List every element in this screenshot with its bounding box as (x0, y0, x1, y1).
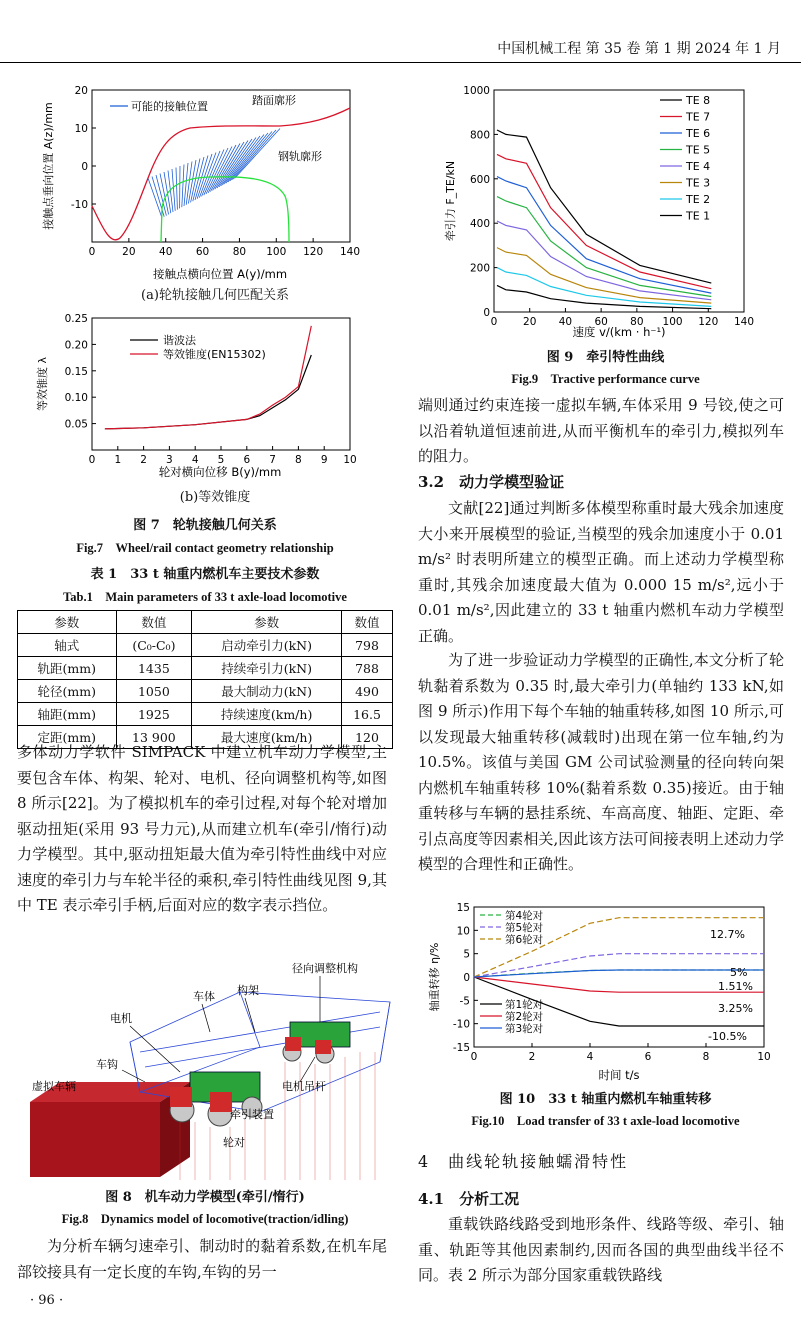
fig7a-xtick-label: 80 (232, 246, 247, 258)
fig7a-xtick-label: 60 (195, 246, 210, 258)
fig8-label-coupler: 车钩 (96, 1058, 118, 1071)
wheelset-cluster-rear (283, 1022, 350, 1063)
fig8-dynamics-model (30, 952, 400, 1180)
fig7b-series-en15302 (105, 326, 311, 429)
fig10-ytick-label: 10 (456, 925, 470, 938)
contact-line (176, 168, 177, 210)
fig8-label-radial-mechanism: 径向调整机构 (292, 962, 358, 975)
fig7b-equivalent-conicity (30, 308, 400, 484)
table-cell: 788 (341, 657, 392, 680)
fig9-legend-label: TE 8 (686, 94, 711, 107)
fig7b-xtick-label: 2 (140, 454, 147, 466)
fig7b-xtick-label: 1 (114, 454, 122, 466)
fig8-label-traction-device: 牵引装置 (230, 1108, 274, 1121)
fig7a-xtick-label: 40 (159, 246, 173, 258)
contact-line (184, 163, 188, 206)
fig10-caption-en: Fig.10 Load transfer of 33 t axle-load locomotive (471, 1114, 740, 1128)
fig7a-ylabel: 接触点垂向位置 A(z)/mm (42, 102, 55, 230)
fig9-legend-label: TE 6 (686, 127, 711, 140)
fig8-caption-en: Fig.8 Dynamics model of locomotive(traction/idling) (61, 1212, 349, 1226)
table1-header: 参数 (192, 611, 342, 634)
fig9-ytick-label: 400 (469, 218, 490, 231)
fig7a-label-rail: 钢轨廓形 (278, 150, 322, 163)
fig10-xtick-label: 0 (470, 1051, 478, 1063)
right-body-text-2 (418, 496, 784, 649)
page-number: · 96 · (30, 1293, 64, 1308)
table-cell: 13 900 (116, 726, 192, 749)
fig7a-xtick-label: 120 (303, 246, 324, 258)
fig10-legend-label: 第6轮对 (505, 934, 544, 946)
fig10-annotation: 1.51% (718, 980, 753, 993)
fig10-xtick-label: 2 (528, 1051, 536, 1063)
fig10-xtick-label: 4 (586, 1051, 594, 1063)
table-cell: 轮径(mm) (18, 680, 117, 703)
running-head-text: 中国机械工程 第 35 卷 第 1 期 2024 年 1 月 (497, 41, 781, 57)
fig7a-xtick-label: 100 (266, 246, 287, 258)
fig9-caption-cn: 图 9 牵引特性曲线 (546, 350, 665, 365)
fig7-caption-cn: 图 7 轮轨接触几何关系 (133, 518, 277, 533)
fig7b-ytick-label: 0.20 (64, 339, 88, 352)
fig7b-ytick-label: 0.15 (64, 365, 88, 378)
right-body-text-1 (418, 393, 784, 470)
fig7b-xtick-label: 3 (166, 454, 173, 466)
fig10-ylabel: 轴重转移 η/% (428, 942, 441, 1012)
fig8-label-car-body: 车体 (193, 990, 215, 1003)
fig10-legend-label: 第1轮对 (505, 999, 544, 1011)
table-cell: 轨距(mm) (18, 657, 117, 680)
fig10-series-line (474, 970, 764, 977)
table-cell: 持续牵引力(kN) (192, 657, 342, 680)
right-paragraph-4: 重载铁路线路受到地形条件、线路等级、牵引、轴重、轨距等其他因素制约,因而各国的典型曲线半径不同。表 2 所示为部分国家重载铁路线 (418, 1215, 784, 1284)
fig10-xtick-label: 6 (644, 1051, 652, 1063)
fig8-label-motor: 电机 (110, 1012, 132, 1025)
fig7a-label-tread: 踏面廓形 (252, 94, 296, 107)
fig7-caption-en: Fig.7 Wheel/rail contact geometry relationship (76, 541, 334, 555)
fig9-tractive-curve (432, 78, 772, 340)
fig8-label-frame: 构架 (237, 984, 259, 997)
fig10-annotation: 3.25% (718, 1002, 753, 1015)
fig7a-ytick-label: 20 (74, 85, 88, 97)
fig10-ytick-label: -15 (452, 1042, 470, 1054)
right-paragraph-3: 为了进一步验证动力学模型的正确性,本文分析了轮轨黏着系数为 0.35 时,最大牵引力(单轴约 133 kN,如图 9 所示)作用下每个车轴的轴重转移,如图 10 所示,可以发现最大轴重转移(减载时)出现在第一位车轴,约为 10.5%。该值与美国 GM 公司试验测量的径向转向架内燃机车轴重转移 10%(黏着系数 0.35)接近。由于轴重转移与车辆的悬挂系统、车高高度、轴距、定距、牵引点高度等因素相关,因此该方法可间接表明上述动力学模型的合理性和正确性。 (418, 651, 784, 873)
table-cell: 最大速度(km/h) (192, 726, 342, 749)
fig9-xtick-label: 40 (558, 316, 573, 328)
table-row (18, 634, 393, 657)
fig7b-ytick-label: 0.05 (64, 418, 88, 431)
fig10-ytick-label: 5 (463, 948, 470, 961)
table-cell: 轴距(mm) (18, 703, 117, 726)
fig10-caption-cn: 图 10 33 t 轴重内燃机车轴重转移 (499, 1092, 712, 1107)
contact-line (230, 132, 272, 181)
table-cell: 16.5 (341, 703, 392, 726)
section-4-1-heading: 4.1 分析工况 (418, 1190, 520, 1208)
fig7b-xtick-label: 9 (320, 454, 328, 466)
section-4-heading: 4 曲线轮轨接触蠕滑特性 (418, 1152, 629, 1171)
fig7b-xlabel: 轮对横向位移 B(y)/mm (158, 465, 282, 479)
running-header (0, 0, 801, 62)
section-3-2-heading: 3.2 动力学模型验证 (418, 473, 565, 491)
table-cell: 1435 (116, 657, 192, 680)
fig10-ytick-label: -10 (452, 1018, 470, 1031)
table-cell: (C₀-C₀) (116, 634, 192, 657)
table1-header: 参数 (18, 611, 117, 634)
fig9-ytick-label: 600 (469, 173, 490, 186)
table-row (18, 703, 393, 726)
contact-line (148, 178, 162, 218)
fig7a-xtick-label: 0 (88, 246, 96, 258)
fig10-annotation: 12.7% (710, 928, 745, 941)
table-cell: 120 (341, 726, 392, 749)
fig7a-contact-geometry (30, 78, 400, 284)
fig9-series-line (497, 154, 711, 288)
table1-header: 数值 (116, 611, 192, 634)
fig7b-xtick-label: 4 (191, 454, 199, 466)
table-cell: 定距(mm) (18, 726, 117, 749)
left-bottom-text (17, 1234, 387, 1285)
fig10-legend-label: 第5轮对 (505, 922, 544, 934)
fig7a-ytick-label: 10 (74, 123, 88, 135)
fig9-ytick-label: 800 (469, 129, 490, 142)
table-cell: 最大制动力(kN) (192, 680, 342, 703)
table1-caption-cn: 表 1 33 t 轴重内燃机车主要技术参数 (90, 567, 320, 582)
contact-line (235, 129, 280, 179)
table-row (18, 657, 393, 680)
fig10-xlabel: 时间 t/s (598, 1068, 640, 1082)
virtual-vehicle-box (30, 1102, 160, 1177)
left-body-text (17, 740, 387, 919)
fig7b-xtick-label: 7 (269, 454, 276, 466)
fig7b-xtick-label: 10 (343, 454, 357, 466)
table-cell: 启动牵引力(kN) (192, 634, 342, 657)
fig9-legend-label: TE 1 (686, 209, 711, 223)
table1-header: 数值 (341, 611, 392, 634)
contact-line (217, 141, 248, 189)
left-paragraph: 多体动力学软件 SIMPACK 中建立机车动力学模型,主要包含车体、构架、轮对、电机、径向调整机构等,如图 8 所示[22]。为了模拟机车的牵引过程,对每个轮对增加驱动扭矩(采用 93 号力元),从而建立机车(牵引/惰行)动力学模型。其中,驱动扭矩最大值为牵引特性曲线中对应速度的牵引力与车轮半径的乘积,牵引特性曲线见图 9,其中 TE 表示牵引手柄,后面对应的数字表示挡位。 (17, 743, 387, 914)
fig7a-xtick-label: 20 (122, 246, 136, 258)
fig7b-ytick-label: 0.25 (64, 313, 88, 325)
fig10-legend-label: 第4轮对 (505, 910, 544, 922)
fig10-ytick-label: 0 (463, 972, 470, 984)
fig10-annotation: -10.5% (708, 1030, 747, 1043)
fig7b-xtick-label: 6 (243, 454, 251, 466)
table1-header-row (18, 611, 393, 634)
fig9-xtick-label: 80 (630, 316, 644, 328)
fig10-series-line (474, 970, 764, 977)
fig7a-xtick-label: 140 (339, 246, 361, 258)
fig8-label-wheelset: 轮对 (223, 1136, 245, 1149)
fig7b-xtick-label: 8 (295, 454, 302, 466)
contact-line (226, 135, 264, 184)
right-paragraph-2: 文献[22]通过判断多体模型称重时最大残余加速度大小来开展模型的验证,当模型的残余加速度小于 0.01 m/s² 时表明所建立的模型正确。而上述动力学模型称重时,其残余加速度最大值为 0.000 15 m/s²,远小于 0.01 m/s²,因此建立的 33 t 轴重内燃机车动力学模型正确。 (418, 499, 784, 645)
fig9-ytick-label: 200 (469, 262, 490, 275)
fig7b-legend-1: 等效锥度(EN15302) (163, 348, 266, 361)
table1 (17, 610, 393, 749)
header-rule (0, 62, 801, 63)
fig9-xtick-label: 20 (523, 316, 537, 328)
fig9-legend-label: TE 4 (686, 160, 711, 173)
fig9-ytick-label: 0 (483, 307, 490, 319)
fig7b-xtick-label: 5 (217, 454, 225, 466)
fig9-series-line (497, 130, 711, 283)
fig9-legend-label: TE 7 (686, 110, 711, 124)
fig9-xtick-label: 120 (698, 316, 719, 328)
fig7a-caption: (a)轮轨接触几何匹配关系 (141, 288, 289, 303)
fig10-legend-label: 第3轮对 (505, 1023, 544, 1035)
fig10-legend-label: 第2轮对 (505, 1011, 544, 1023)
fig9-ytick-label: 1000 (463, 85, 490, 97)
fig10-xtick-label: 8 (702, 1051, 710, 1063)
fig9-xtick-label: 0 (490, 316, 498, 328)
fig7b-xtick-label: 0 (88, 454, 96, 466)
fig7a-ytick-label: -10 (70, 199, 88, 211)
fig9-ylabel: 牵引力 F_TE/kN (444, 160, 457, 242)
fig7a-xlabel: 接触点横向位置 A(y)/mm (152, 267, 288, 281)
fig7b-ytick-label: 0.10 (64, 392, 88, 405)
fig7a-legend: 可能的接触位置 (131, 100, 208, 113)
fig9-xtick-label: 140 (733, 316, 755, 328)
fig8-caption-cn: 图 8 机车动力学模型(牵引/惰行) (105, 1190, 305, 1205)
fig8-label-virtual-vehicle: 虚拟车辆 (32, 1080, 76, 1093)
fig9-xtick-label: 100 (662, 316, 683, 328)
fig9-legend-label: TE 3 (686, 176, 711, 190)
table-cell: 490 (341, 680, 392, 703)
table-cell: 798 (341, 634, 392, 657)
fig7b-legend-0: 谐波法 (163, 334, 196, 347)
fig7b-series-harmonic (105, 355, 311, 429)
fig10-load-transfer (418, 900, 788, 1082)
fig7a-tread-profile (92, 108, 350, 240)
fig9-caption-en: Fig.9 Tractive performance curve (511, 372, 700, 386)
table-cell: 轴式 (18, 634, 117, 657)
table-cell: 1050 (116, 680, 192, 703)
fig9-series-line (497, 221, 711, 300)
fig9-xtick-label: 60 (594, 316, 608, 328)
fig7b-frame (92, 318, 350, 450)
table1-caption-en: Tab.1 Main parameters of 33 t axle-load locomotive (63, 590, 347, 604)
fig7b-ylabel: 等效锥度 λ (36, 356, 49, 412)
table-cell: 持续速度(km/h) (192, 703, 342, 726)
contact-line (182, 165, 184, 208)
right-body-text-4 (418, 1212, 784, 1289)
fig9-legend-label: TE 2 (686, 193, 711, 206)
fig9-legend-label: TE 5 (686, 143, 711, 157)
fig8-label-motor-hanger: 电机吊杆 (282, 1080, 326, 1093)
fig10-ytick-label: 15 (456, 902, 470, 914)
right-body-text-3 (418, 648, 784, 878)
fig10-ytick-label: -5 (459, 995, 470, 1008)
right-paragraph-1: 端则通过约束连接一虚拟车辆,车体采用 9 号铰,使之可以沿着轨道恒速前进,从而平衡机车的牵引力,模拟列车的阻力。 (418, 396, 784, 465)
table-cell: 1925 (116, 703, 192, 726)
table-row (18, 680, 393, 703)
fig10-xtick-label: 10 (757, 1051, 771, 1063)
fig9-xlabel: 速度 v/(km · h⁻¹) (572, 325, 666, 339)
fig7b-caption: (b)等效锥度 (179, 490, 251, 505)
fig10-annotation: 5% (730, 966, 748, 979)
fig7a-ytick-label: 0 (81, 161, 88, 173)
left-bottom-paragraph: 为分析车辆匀速牵引、制动时的黏着系数,在机车尾部铰接具有一定长度的车钩,车钩的另一 (17, 1237, 387, 1281)
